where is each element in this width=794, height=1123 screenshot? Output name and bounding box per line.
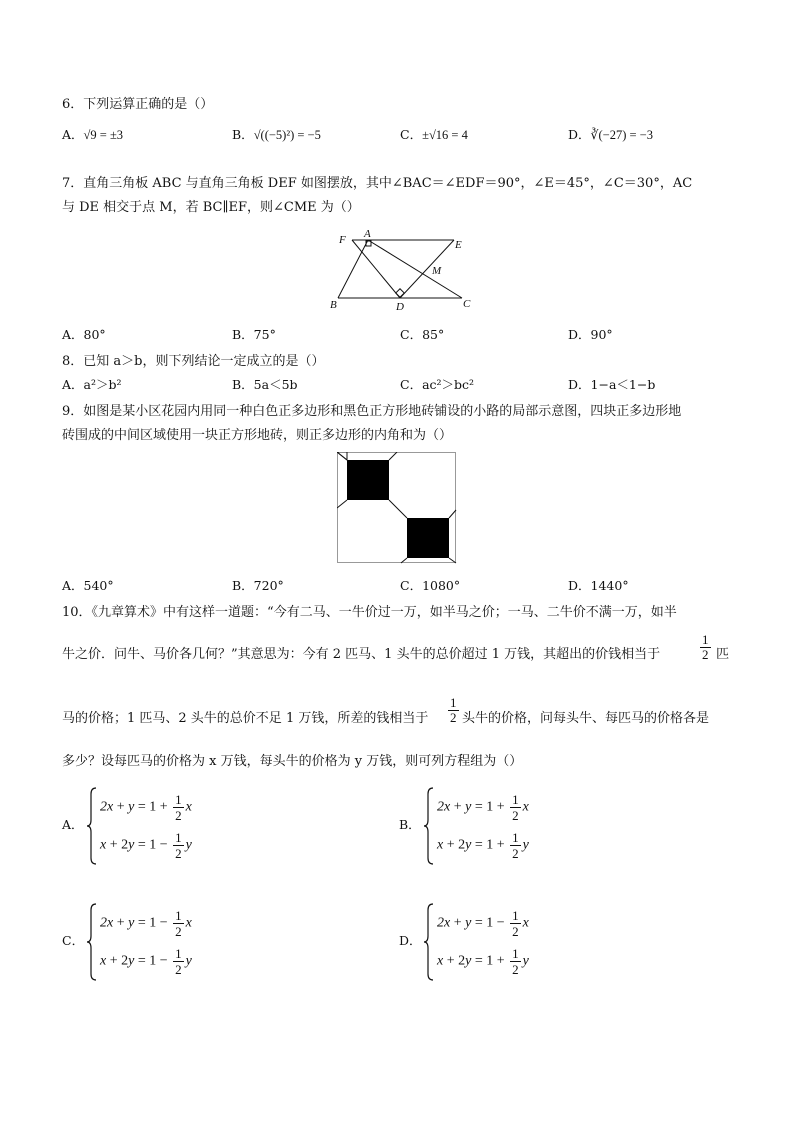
q9-stem-line1: 9．如图是某小区花园内用同一种白色正多边形和黑色正方形地砖铺设的小路的局部示意图，四块正多边形地: [62, 404, 682, 419]
option-label: B．: [232, 127, 254, 142]
q7-stem-line2: 与 DE 相交于点 M，若 BC∥EF，则∠CME 为（）: [62, 200, 360, 215]
q10-option-d-system: [423, 902, 603, 982]
q6-a-expr: √9 = ±3: [83, 128, 124, 142]
q8-stem: 8．已知 a＞b，则下列结论一定成立的是（）: [62, 354, 325, 369]
q10-a-eq1: 2x + y = 1 + $\frac{1}{2}$ x: [100, 792, 192, 823]
label-c: C: [463, 298, 471, 310]
q10-b-eq2: x + 2y = 1 + $\frac{1}{2}$ y: [437, 830, 529, 861]
q10-b-eq1: 2x + y = 1 + $\frac{1}{2}$ x: [437, 792, 529, 823]
q8-option-c: C．ac²＞bc²: [400, 377, 475, 392]
q10-stem-line2: [62, 643, 660, 662]
q6-d-expr: ∛(−27) = −3: [590, 128, 653, 142]
label-d: D: [396, 301, 404, 313]
q6-stem: 6．下列运算正确的是（）: [62, 97, 214, 112]
q7-option-a: A．80°: [62, 327, 106, 342]
q9-tile-figure: [337, 452, 457, 564]
q10-c-eq1: 2x + y = 1 − $\frac{1}{2}$ x: [100, 908, 192, 939]
option-label: D．: [568, 127, 591, 142]
q9-option-c: C．1080°: [400, 578, 461, 593]
q9-option-d: D．1440°: [568, 578, 629, 593]
q10-option-c-system: [86, 902, 266, 982]
q10-line2-fraction: $\frac{1}{2}$: [702, 632, 709, 662]
q7-triangle-figure: [322, 226, 482, 314]
q10-d-eq2: x + 2y = 1 + $\frac{1}{2}$ y: [437, 946, 529, 977]
q8-option-d: D．1−a＜1−b: [568, 377, 656, 392]
q8-option-a: A．a²＞b²: [62, 377, 122, 392]
q7-option-c: C．85°: [400, 327, 445, 342]
label-b: B: [330, 299, 337, 311]
q6-c-expr: ±√16 = 4: [422, 128, 468, 142]
q8-option-b: B．5a＜5b: [232, 377, 298, 392]
q10-option-a-label: A．: [62, 817, 84, 832]
q10-line3-text: 马的价格；1 匹马、2 头牛的总价不足 1 万钱，所差的钱相当于: [62, 711, 429, 726]
q6-option-b: [232, 125, 321, 143]
label-a: A: [364, 228, 371, 240]
option-label: C．: [400, 127, 423, 142]
q7-option-b: B．75°: [232, 327, 276, 342]
q10-option-d-label: D．: [399, 933, 422, 948]
label-f: F: [339, 234, 346, 246]
q10-stem-line3: [62, 707, 428, 726]
q7-stem-line1: 7．直角三角板 ABC 与直角三角板 DEF 如图摆放，其中∠BAC＝∠EDF＝90°，∠E＝45°，∠C＝30°，AC: [62, 176, 693, 191]
q10-line3-fraction: $\frac{1}{2}$: [450, 695, 457, 725]
q10-a-eq2: x + 2y = 1 − $\frac{1}{2}$ y: [100, 830, 192, 861]
q10-d-eq1: 2x + y = 1 − $\frac{1}{2}$ x: [437, 908, 529, 939]
label-e: E: [455, 239, 462, 251]
q7-option-d: D．90°: [568, 327, 613, 342]
option-label: A．: [62, 127, 84, 142]
q10-stem-line1: 10．《九章算术》中有这样一道题：“今有二马、一牛价过一万，如半马之价；一马、二牛价不满一万，如半: [62, 605, 677, 620]
q6-option-c: [400, 125, 468, 143]
q10-line2-text: 牛之价．问牛、马价各几何？”其意思为：今有 2 匹马、1 头牛的总价超过 1 万钱，其超出的价钱相当于: [62, 647, 661, 662]
q10-stem-line4: 多少？设每匹马的价格为 x 万钱，每头牛的价格为 y 万钱，则可列方程组为（）: [62, 754, 523, 769]
q9-option-a: A．540°: [62, 578, 114, 593]
q10-line3-tail: 头牛的价格，问每头牛、每匹马的价格各是: [462, 711, 710, 726]
q10-option-b-system: [423, 786, 603, 866]
q9-option-b: B．720°: [232, 578, 284, 593]
q10-line2-tail: 匹: [716, 647, 730, 662]
q6-option-a: [62, 125, 123, 143]
q10-c-eq2: x + 2y = 1 − $\frac{1}{2}$ y: [100, 946, 192, 977]
q10-option-b-label: B．: [399, 817, 421, 832]
q10-option-a-system: [86, 786, 266, 866]
q9-stem-line2: 砖围成的中间区域使用一块正方形地砖，则正多边形的内角和为（）: [62, 428, 453, 443]
label-m: M: [432, 265, 442, 277]
q6-b-expr: √((−5)²) = −5: [253, 128, 321, 142]
q6-option-d: [568, 125, 653, 143]
q10-option-c-label: C．: [62, 933, 85, 948]
